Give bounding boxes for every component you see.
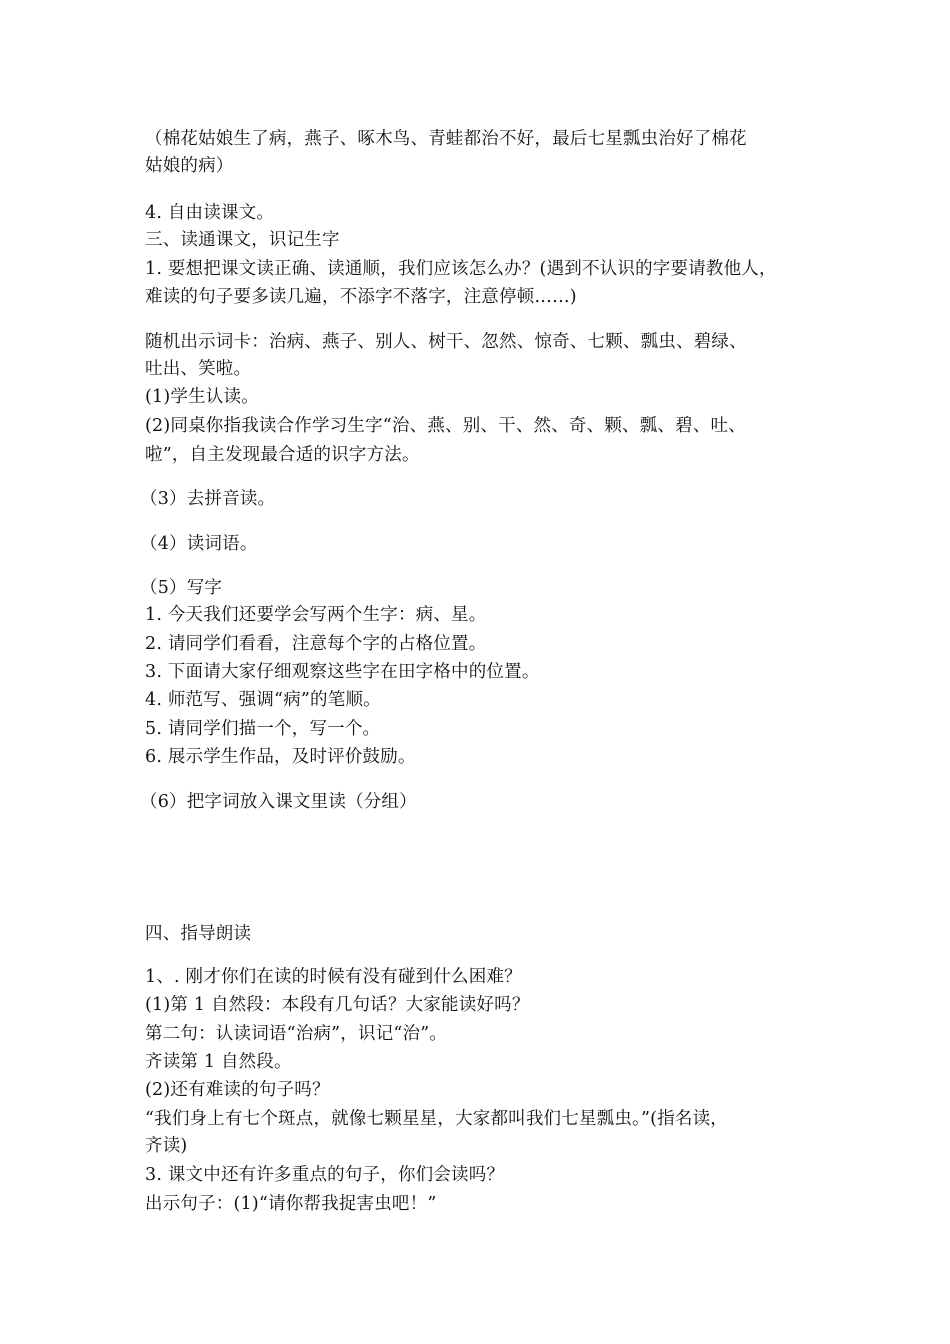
text-line: （5）写字 [140, 578, 223, 598]
text-line: (1)第 1 自然段：本段有几句话？大家能读好吗？ [145, 995, 530, 1015]
text-line: 6. 展示学生作品，及时评价鼓励。 [145, 747, 416, 767]
text-line: 2. 请同学们看看，注意每个字的占格位置。 [145, 634, 487, 654]
text-line: (2)还有难读的句子吗？ [145, 1080, 330, 1100]
text-line: 难读的句子要多读几遍，不添字不落字，注意停顿……) [145, 287, 577, 307]
text-line: 3. 下面请大家仔细观察这些字在田字格中的位置。 [145, 662, 540, 682]
text-line: 5. 请同学们描一个，写一个。 [145, 719, 381, 739]
text-line: 3. 课文中还有许多重点的句子，你们会读吗？ [145, 1165, 505, 1185]
text-line: （3）去拼音读。 [140, 489, 276, 509]
text-line: 吐出、笑啦。 [145, 359, 252, 379]
section-heading: 四、指导朗读 [145, 924, 252, 944]
text-line: 齐读) [145, 1136, 188, 1156]
section-heading: 三、读通课文，识记生字 [145, 230, 340, 250]
text-line: “我们身上有七个斑点，就像七颗星星，大家都叫我们七星瓢虫。”(指名读， [145, 1109, 728, 1129]
text-line: （6）把字词放入课文里读（分组） [140, 792, 417, 812]
text-line: （4）读词语。 [140, 534, 258, 554]
text-line: 1. 要想把课文读正确、读通顺，我们应该怎么办？(遇到不认识的字要请教他人， [145, 259, 777, 279]
text-line: 1. 今天我们还要学会写两个生字：病、星。 [145, 605, 487, 625]
text-line: 姑娘的病） [145, 156, 234, 176]
text-line: 齐读第 1 自然段。 [145, 1052, 292, 1072]
text-line: 4. 师范写、强调“病”的笔顺。 [145, 690, 381, 710]
text-line: 随机出示词卡：治病、燕子、别人、树干、忽然、惊奇、七颗、瓢虫、碧绿、 [145, 332, 747, 352]
text-line: (2)同桌你指我读合作学习生字“治、燕、别、干、然、奇、颗、瓢、碧、吐、 [145, 416, 746, 436]
text-line: （棉花姑娘生了病，燕子、啄木鸟、青蛙都治不好，最后七星瓢虫治好了棉花 [145, 129, 747, 149]
text-line: (1)学生认读。 [145, 387, 259, 407]
text-line: 1、. 刚才你们在读的时候有没有碰到什么困难？ [145, 967, 522, 987]
text-line: 第二句：认读词语“治病”，识记“治”。 [145, 1024, 448, 1044]
text-line: 出示句子：(1)“请你帮我捉害虫吧！” [145, 1194, 437, 1214]
text-line: 4. 自由读课文。 [145, 203, 275, 223]
text-line: 啦”，自主发现最合适的识字方法。 [145, 445, 420, 465]
